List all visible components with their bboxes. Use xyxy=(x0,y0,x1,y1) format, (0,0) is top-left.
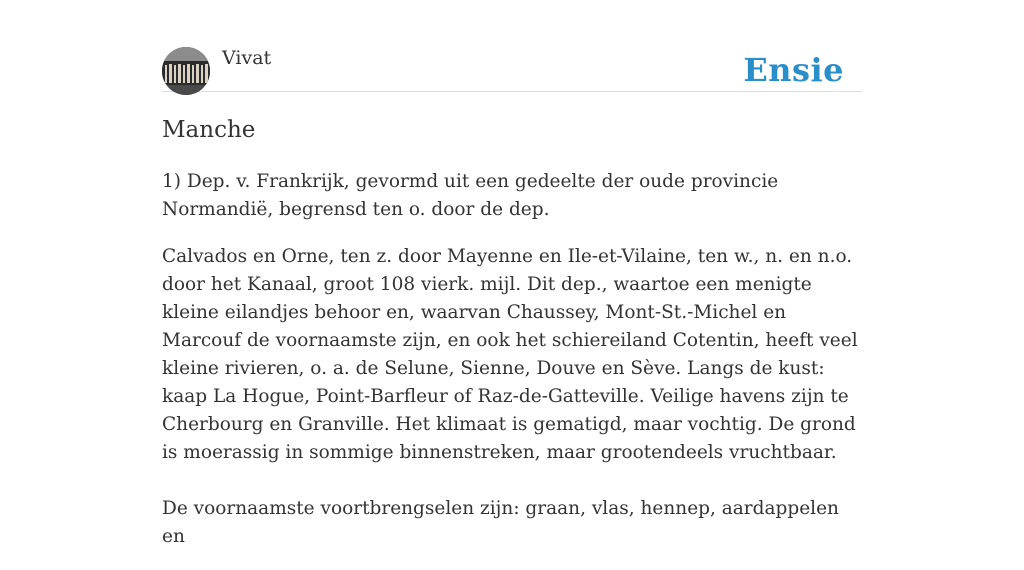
page-container xyxy=(162,0,862,547)
avatar[interactable] xyxy=(162,47,210,95)
site-logo[interactable]: Ensie xyxy=(743,51,844,89)
bookshelf-avatar-icon xyxy=(162,47,210,95)
article-body xyxy=(162,168,862,570)
author-name[interactable]: Vivat xyxy=(222,47,272,69)
header xyxy=(162,0,862,92)
paragraph: Calvados en Orne, ten z. door Mayenne en Ile-et-Vilaine, ten w., n. en n.o. door het Kanaal, groot 108 vierk. mijl. Dit dep., waartoe een menigte kleine eilandjes behoor en, waarvan Chaussey, Mont-St.-Michel en Marcouf de voornaamste zijn, en ook het schiereiland Cotentin, heeft veel kleine rivieren, o. a. de Selune, Sienne, Douve en Sève. Langs de kust: kaap La Hogue, Point-Barfleur of Raz-de-Gatteville. Veilige havens zijn te Cherbourg en Granville. Het klimaat is gematigd, maar vochtig. De grond is moerassig in sommige binnenstreken, maar grootendeels vruchtbaar. xyxy=(162,246,858,463)
paragraph: De voornaamste voortbrengselen zijn: graan, vlas, hennep, aardappelen en xyxy=(162,498,839,547)
page-title: Manche xyxy=(162,117,256,143)
paragraph: 1) Dep. v. Frankrijk, gevormd uit een gedeelte der oude provincie Normandië, begrensd ten o. door de dep. xyxy=(162,171,779,220)
